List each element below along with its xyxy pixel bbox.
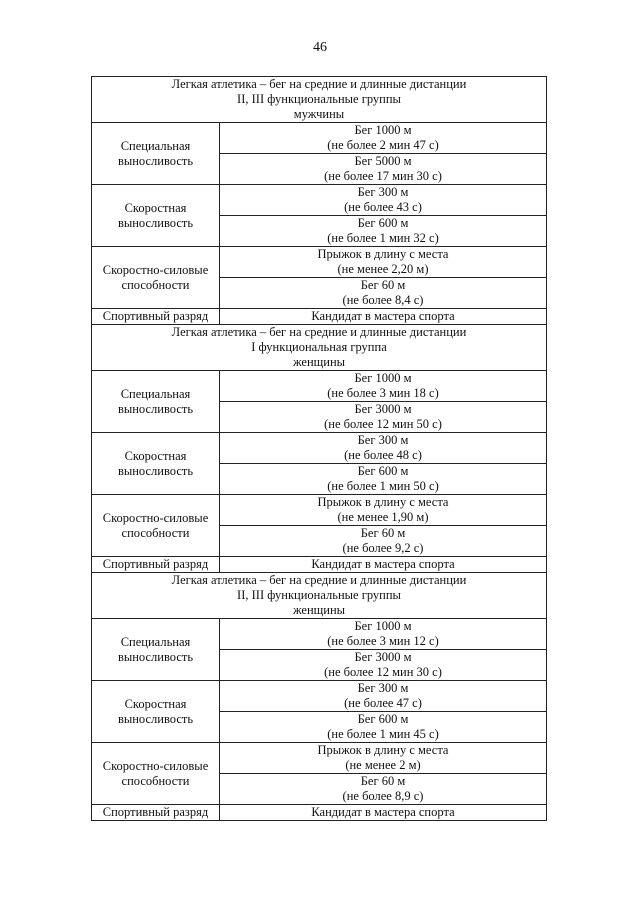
test-cell [220,247,547,278]
test-norm: (не более 1 мин 32 с) [327,231,439,245]
table-row [92,619,547,650]
page-number: 46 [313,40,327,55]
table-row [92,247,547,278]
test-norm: (не более 1 мин 45 с) [327,727,439,741]
test-cell [220,371,547,402]
test-norm: (не более 8,4 с) [342,293,424,307]
category-cell [92,123,220,185]
test-norm: (не более 12 мин 30 с) [324,665,442,679]
section-header-row [92,325,547,371]
test-name: Бег 1000 м [354,619,412,633]
test-norm: (не более 3 мин 12 с) [327,634,439,648]
section-header-row [92,77,547,123]
category-label-line: Специальная [120,634,191,649]
test-name: Бег 1000 м [354,123,412,137]
category-label-line: Скоростно-силовые [102,758,209,773]
section-title-line: Легкая атлетика – бег на средние и длинные дистанции [171,573,467,587]
test-norm: (не менее 1,90 м) [337,510,429,524]
category-cell [92,185,220,247]
test-name: Бег 300 м [357,681,409,695]
test-norm: (не более 8,9 с) [342,789,424,803]
test-name: Прыжок в длину с места [317,743,449,757]
category-cell [92,681,220,743]
rank-label: Спортивный разряд [92,557,220,573]
rank-value: Кандидат в мастера спорта [220,805,547,821]
test-name: Бег 3000 м [354,402,412,416]
section-title [92,77,547,123]
section-title-line: I функциональная группа [251,340,387,354]
category-label-line: способности [121,525,190,540]
table-row [92,433,547,464]
section-title-line: II, III функциональные группы [237,92,401,106]
category-label-line: Скоростно-силовые [102,262,209,277]
category-label-line: выносливость [117,463,194,478]
test-norm: (не менее 2 м) [345,758,421,772]
test-cell [220,774,547,805]
category-label-line: способности [121,277,190,292]
rank-value: Кандидат в мастера спорта [220,309,547,325]
table-row [92,123,547,154]
rank-label: Спортивный разряд [92,309,220,325]
category-label-line: Скоростная [124,696,187,711]
test-norm: (не более 17 мин 30 с) [324,169,442,183]
section-title-line: Легкая атлетика – бег на средние и длинные дистанции [171,77,467,91]
table-row [92,681,547,712]
test-name: Бег 600 м [357,712,409,726]
rank-label: Спортивный разряд [92,805,220,821]
test-norm: (не менее 2,20 м) [337,262,429,276]
table-row [92,495,547,526]
test-norm: (не более 2 мин 47 с) [327,138,439,152]
test-norm: (не более 43 с) [344,200,422,214]
category-label-line: Специальная [120,138,191,153]
test-cell [220,433,547,464]
test-name: Бег 300 м [357,185,409,199]
category-cell [92,247,220,309]
category-cell [92,619,220,681]
test-name: Бег 60 м [360,526,406,540]
test-name: Бег 3000 м [354,650,412,664]
test-cell [220,712,547,743]
test-name: Бег 5000 м [354,154,412,168]
table-row [92,185,547,216]
test-norm: (не более 3 мин 18 с) [327,386,439,400]
test-cell [220,743,547,774]
test-cell [220,185,547,216]
test-cell [220,495,547,526]
test-name: Прыжок в длину с места [317,247,449,261]
section-title [92,325,547,371]
rank-row [92,557,547,573]
standards-table [91,76,547,821]
test-cell [220,681,547,712]
test-norm: (не более 9,2 с) [342,541,424,555]
test-name: Бег 60 м [360,774,406,788]
test-cell [220,650,547,681]
table-row [92,371,547,402]
test-name: Бег 300 м [357,433,409,447]
test-cell [220,154,547,185]
category-label-line: Специальная [120,386,191,401]
test-norm: (не более 1 мин 50 с) [327,479,439,493]
section-title-line: Легкая атлетика – бег на средние и длинные дистанции [171,325,467,339]
category-cell [92,743,220,805]
test-cell [220,619,547,650]
test-cell [220,123,547,154]
test-cell [220,464,547,495]
section-title-line: женщины [292,355,346,369]
category-label-line: выносливость [117,215,194,230]
rank-row [92,805,547,821]
test-cell [220,278,547,309]
section-title-line: мужчины [293,107,345,121]
section-header-row [92,573,547,619]
test-norm: (не более 12 мин 50 с) [324,417,442,431]
test-norm: (не более 47 с) [344,696,422,710]
category-label-line: выносливость [117,711,194,726]
category-label-line: выносливость [117,401,194,416]
category-cell [92,433,220,495]
category-label-line: выносливость [117,153,194,168]
test-name: Прыжок в длину с места [317,495,449,509]
section-title-line: II, III функциональные группы [237,588,401,602]
test-cell [220,216,547,247]
test-name: Бег 600 м [357,464,409,478]
test-name: Бег 1000 м [354,371,412,385]
category-label-line: Скоростная [124,200,187,215]
test-cell [220,402,547,433]
category-cell [92,495,220,557]
rank-row [92,309,547,325]
test-cell [220,526,547,557]
test-name: Бег 60 м [360,278,406,292]
table-row [92,743,547,774]
category-label-line: Скоростная [124,448,187,463]
category-cell [92,371,220,433]
section-title [92,573,547,619]
category-label-line: выносливость [117,649,194,664]
test-name: Бег 600 м [357,216,409,230]
rank-value: Кандидат в мастера спорта [220,557,547,573]
test-norm: (не более 48 с) [344,448,422,462]
section-title-line: женщины [292,603,346,617]
category-label-line: способности [121,773,190,788]
category-label-line: Скоростно-силовые [102,510,209,525]
